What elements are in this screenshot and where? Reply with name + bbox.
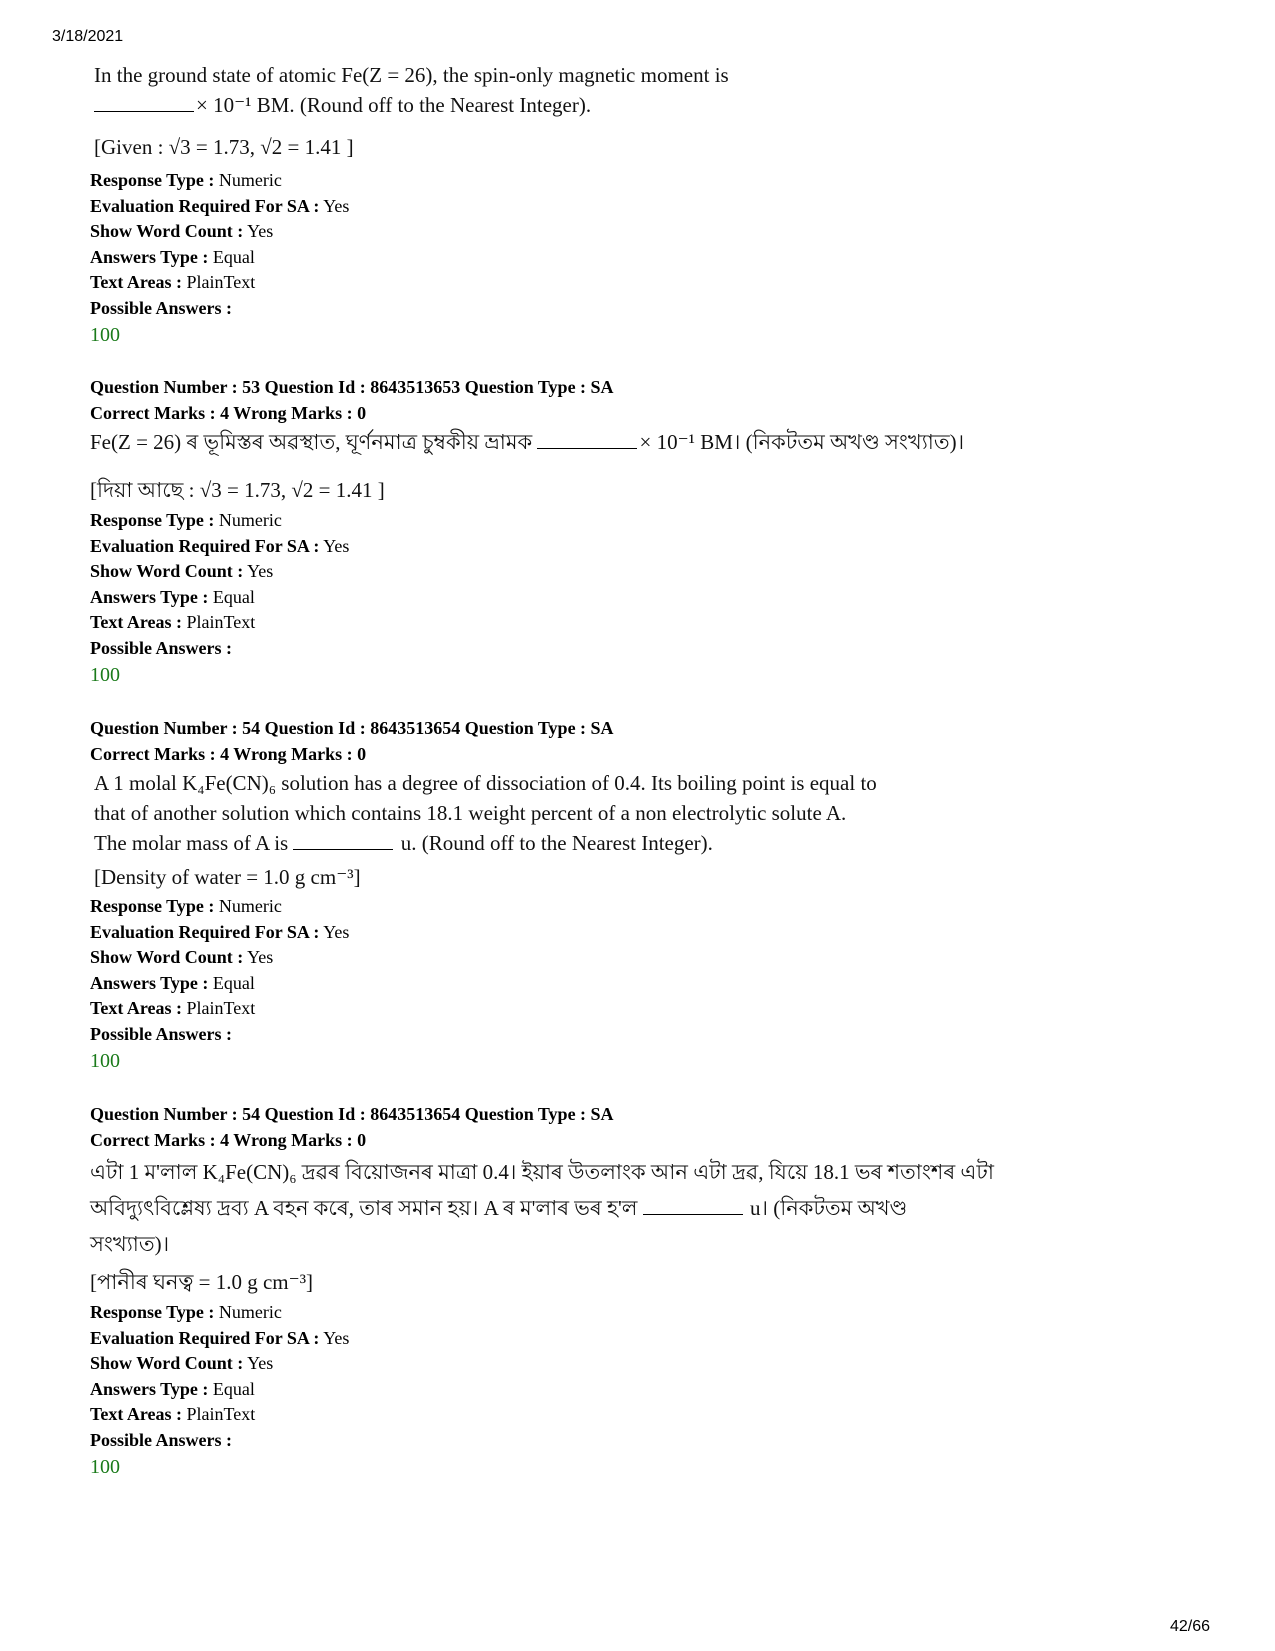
question-54-text [94,768,1094,892]
value-answers-type: Equal [212,1378,255,1399]
label-text-areas: Text Areas : [90,272,182,292]
value-evaluation: Yes [323,921,350,942]
value-evaluation: Yes [323,535,350,556]
value-answers-type: Equal [212,586,255,607]
answer-blank [537,427,637,449]
question-54-assamese-meta [90,1300,1090,1481]
label-evaluation: Evaluation Required For SA : [90,921,320,942]
possible-answer: 100 [90,664,120,686]
value-response-type: Numeric [218,896,282,916]
label-text-areas: Text Areas : [90,998,182,1018]
question-line-suffix: × 10⁻¹ BM। (নিকটতম অখণ্ড সংখ্যাত)। [639,430,965,454]
label-answers-type: Answers Type : [90,1378,209,1399]
marks-line: Correct Marks : 4 Wrong Marks : 0 [90,402,367,423]
label-answers-type: Answers Type : [90,586,209,607]
answer-blank [94,90,194,112]
answer-blank [293,828,393,850]
label-answers-type: Answers Type : [90,972,209,993]
question-line-suffix: u। (নিকটতম অখণ্ড [749,1196,908,1220]
label-word-count: Show Word Count : [90,947,244,967]
question-text [94,60,1094,162]
value-word-count: Yes [247,221,274,241]
label-word-count: Show Word Count : [90,221,244,241]
answer-blank [643,1193,743,1215]
value-text-areas: PlainText [186,1404,256,1424]
possible-answer: 100 [90,1050,120,1072]
label-response-type: Response Type : [90,1302,215,1322]
value-response-type: Numeric [218,1302,282,1322]
question-53-text [90,427,1090,505]
question-line-suffix: × 10⁻¹ BM. (Round off to the Nearest Integer). [196,93,592,117]
question-53-header [90,375,1090,426]
marks-line: Correct Marks : 4 Wrong Marks : 0 [90,743,367,764]
question-52 [94,60,1094,162]
given-values: [Given : √3 = 1.73, √2 = 1.41 ] [94,135,354,159]
question-line: সংখ্যাত)। [90,1232,170,1256]
label-response-type: Response Type : [90,170,215,190]
value-text-areas: PlainText [186,272,256,292]
label-text-areas: Text Areas : [90,1404,182,1424]
question-id-line: Question Number : 54 Question Id : 8643513654 Question Type : SA [90,718,614,738]
label-response-type: Response Type : [90,896,215,916]
label-answers-type: Answers Type : [90,246,209,267]
label-word-count: Show Word Count : [90,561,244,581]
value-response-type: Numeric [218,510,282,530]
label-possible-answers: Possible Answers : [90,637,233,658]
given-values: [দিয়া আছে : √3 = 1.73, √2 = 1.41 ] [90,478,385,502]
question-line-prefix: অবিদ্যুৎবিশ্লেষ্য দ্ৰব্য A বহন কৰে, তাৰ সমান হয়। A ৰ ম'লাৰ ভৰ হ'ল [90,1196,638,1220]
question-line-prefix: Fe(Z = 26) ৰ ভূমিস্তৰ অৱস্থাত, ঘূৰ্ণনমাত্ৰ চুম্বকীয় ভ্ৰামক [90,430,533,454]
question-line: এটা 1 ম'লাল K₄Fe(CN)₆ দ্ৰৱৰ বিয়োজনৰ মাত্ৰা 0.4। ইয়াৰ উতলাংক আন এটা দ্ৰৱ, যিয়ে 18.1 ভৰ শতাংশৰ এটা [90,1160,994,1184]
label-evaluation: Evaluation Required For SA : [90,195,320,216]
given-values: [পানীৰ ঘনত্ব = 1.0 g cm⁻³] [90,1270,314,1294]
marks-line: Correct Marks : 4 Wrong Marks : 0 [90,1129,367,1150]
value-evaluation: Yes [323,195,350,216]
question-line: that of another solution which contains 18.1 weight percent of a non electrolytic solute A. [94,801,847,825]
question-52-meta [90,168,1090,349]
question-line-prefix: The molar mass of A is [94,831,289,855]
value-word-count: Yes [247,1353,274,1373]
value-text-areas: PlainText [186,612,256,632]
question-54-meta [90,894,1090,1075]
question-id-line: Question Number : 54 Question Id : 8643513654 Question Type : SA [90,1104,614,1124]
label-possible-answers: Possible Answers : [90,297,233,318]
label-response-type: Response Type : [90,510,215,530]
question-line-suffix: u. (Round off to the Nearest Integer). [400,831,713,855]
value-response-type: Numeric [218,170,282,190]
given-values: [Density of water = 1.0 g cm⁻³] [94,865,361,889]
page-number: 42/66 [1170,1618,1211,1635]
value-evaluation: Yes [323,1327,350,1348]
question-line [94,90,1094,120]
question-54-assamese-header [90,1102,1090,1153]
label-evaluation: Evaluation Required For SA : [90,1327,320,1348]
value-answers-type: Equal [212,246,255,267]
question-53-meta [90,508,1090,689]
question-line [90,427,1090,457]
question-line [94,828,1094,858]
possible-answer: 100 [90,1456,120,1478]
question-54-header [90,716,1090,767]
question-54-assamese-text [90,1154,1090,1300]
label-text-areas: Text Areas : [90,612,182,632]
question-line: A 1 molal K₄Fe(CN)₆ solution has a degree of dissociation of 0.4. Its boiling point is equal to [94,771,877,795]
label-word-count: Show Word Count : [90,1353,244,1373]
possible-answer: 100 [90,324,120,346]
value-answers-type: Equal [212,972,255,993]
value-word-count: Yes [247,561,274,581]
label-evaluation: Evaluation Required For SA : [90,535,320,556]
question-line: In the ground state of atomic Fe(Z = 26), the spin-only magnetic moment is [94,63,729,87]
print-date: 3/18/2021 [52,28,124,45]
value-word-count: Yes [247,947,274,967]
label-possible-answers: Possible Answers : [90,1429,233,1450]
question-id-line: Question Number : 53 Question Id : 8643513653 Question Type : SA [90,377,614,397]
question-line [90,1190,1090,1226]
label-possible-answers: Possible Answers : [90,1023,233,1044]
value-text-areas: PlainText [186,998,256,1018]
